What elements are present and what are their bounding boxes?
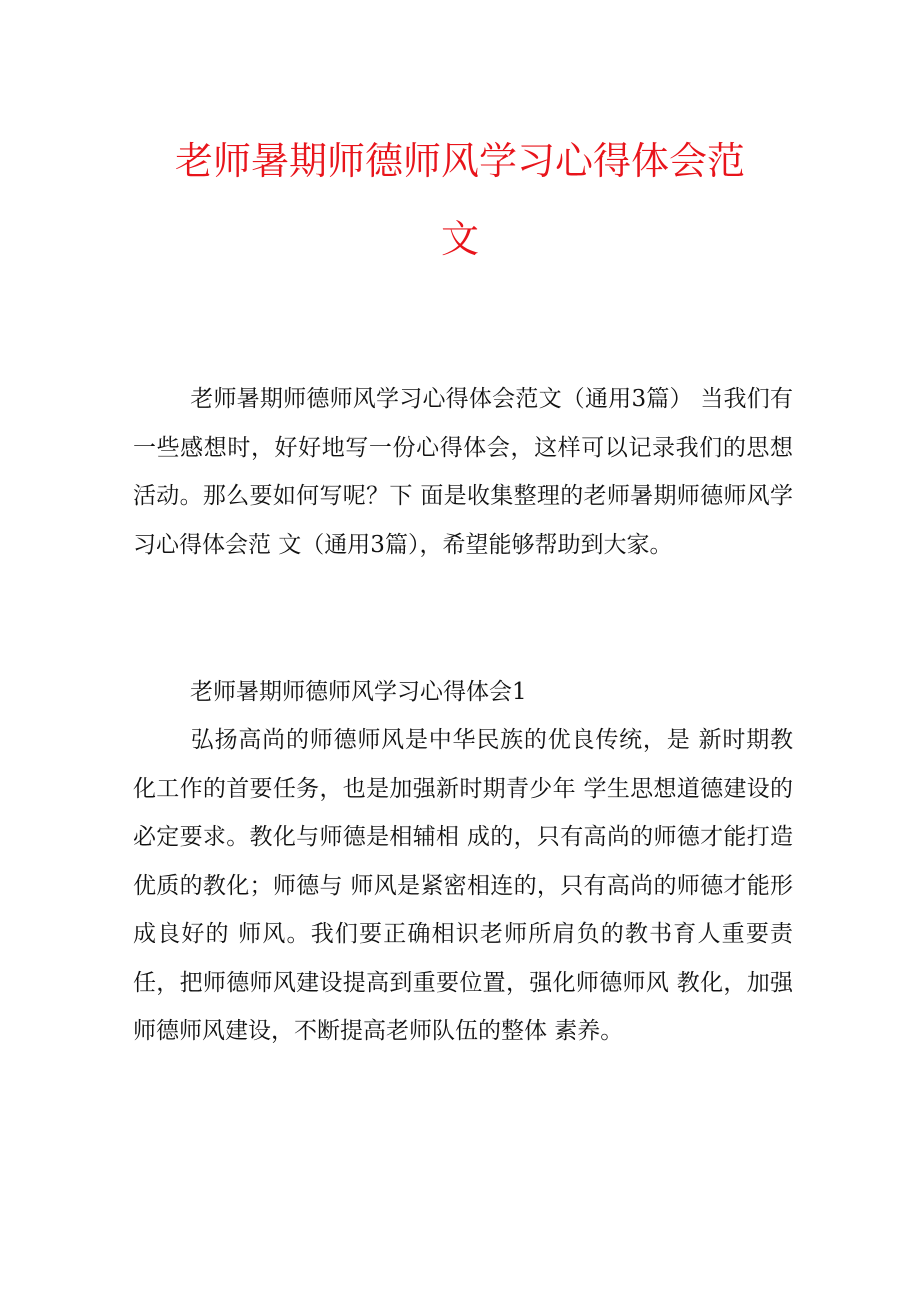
section-text: 弘扬高尚的师德师风是中华民族的优良传统，是 新时期教化工作的首要任务，也是加强新时期青少年 学生思想道德建设的必定要求。教化与师德是相辅相 成的，只有高尚的师德才能打造优质的教化；师德与 师风是紧密相连的，只有高尚的师德才能形成良好的 师风。我们要正确相识老师所肩负的教书育人重要责 任，把师德师风建设提高到重要位置，强化师德师风 教化，加强师德师风建设，不断提高老师队伍的整体 素养。 bbox=[133, 727, 793, 1044]
document-title-line-1: 老师暑期师德师风学习心得体会范 bbox=[174, 139, 745, 183]
section-heading: 老师暑期师德师风学习心得体会1 bbox=[190, 679, 527, 705]
intro-text: 老师暑期师德师风学习心得体会范文（通用3篇） 当我们有一些感想时，好好地写一份心得体会，这样可以记录我们的思想活动。那么要如何写呢？下 面是收集整理的老师暑期师德师风学习心得体会范 文（通用3篇），希望能够帮助到大家。 bbox=[133, 386, 793, 558]
document-title-line-2: 文 bbox=[440, 217, 479, 261]
intro-paragraph bbox=[133, 375, 793, 569]
section-paragraph bbox=[133, 716, 793, 1056]
